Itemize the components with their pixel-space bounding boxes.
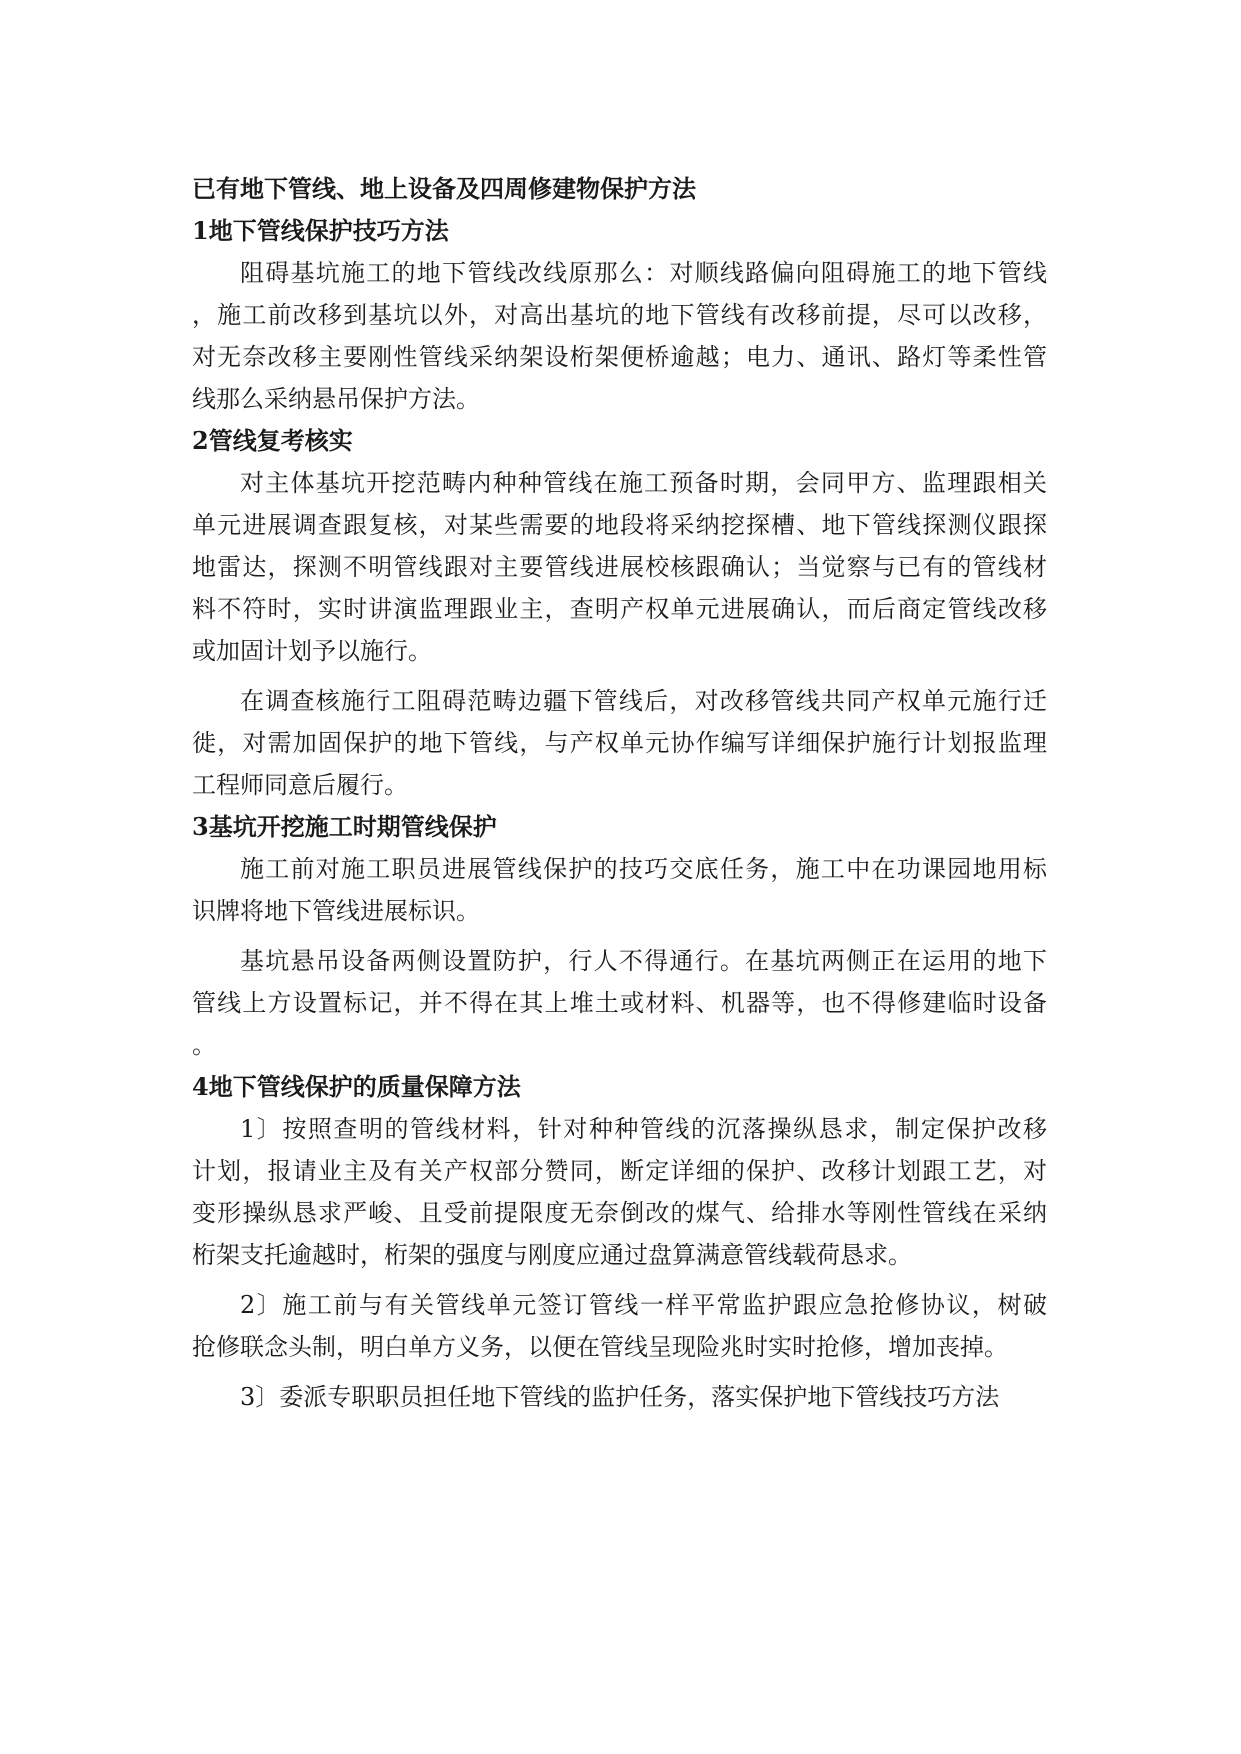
paragraph-gap (192, 1368, 1047, 1376)
paragraph-line: 计划，报请业主及有关产权部分赞同，断定详细的保护、改移计划跟工艺，对 (192, 1157, 1047, 1185)
paragraph (192, 252, 1047, 420)
paragraph-line: 。 (192, 1031, 216, 1059)
paragraph-line: 识牌将地下管线进展标识。 (192, 897, 480, 925)
paragraph-gap (192, 932, 1047, 940)
paragraph-line: 施工前对施工职员进展管线保护的技巧交底任务，施工中在功课园地用标 (240, 855, 1047, 883)
paragraph-line: 3〕委派专职职员担任地下管线的监护任务，落实保护地下管线技巧方法 (240, 1383, 1000, 1411)
section-heading: 4地下管线保护的质量保障方法 (192, 1072, 521, 1101)
paragraph-line: 管线上方设置标记，并不得在其上堆土或材料、机器等，也不得修建临时设备 (192, 989, 1047, 1017)
paragraph-line: 2〕施工前与有关管线单元签订管线一样平常监护跟应急抢修协议，树破 (240, 1291, 1047, 1319)
paragraph-line: 阻碍基坑施工的地下管线改线原那么：对顺线路偏向阻碍施工的地下管线 (240, 259, 1047, 287)
paragraph (192, 680, 1047, 806)
paragraph-line: 地雷达，探测不明管线跟对主要管线进展校核跟确认；当觉察与已有的管线材 (192, 553, 1047, 581)
paragraph-line: 单元进展调查跟复核，对某些需要的地段将采纳挖探槽、地下管线探测仪跟探 (192, 511, 1047, 539)
paragraph-line: 徙，对需加固保护的地下管线，与产权单元协作编写详细保护施行计划报监理 (192, 729, 1047, 757)
paragraph-line: 料不符时，实时讲演监理跟业主，查明产权单元进展确认，而后商定管线改移 (192, 595, 1047, 623)
paragraph-line: 工程师同意后履行。 (192, 771, 408, 799)
section-heading: 1地下管线保护技巧方法 (192, 216, 449, 245)
document-body (192, 168, 1047, 1418)
paragraph-line: 在调查核施行工阻碍范畴边疆下管线后，对改移管线共同产权单元施行迁 (240, 687, 1047, 715)
paragraph-gap (192, 1276, 1047, 1284)
document-title: 已有地下管线、地上设备及四周修建物保护方法 (192, 175, 696, 203)
paragraph-line: 或加固计划予以施行。 (192, 637, 432, 665)
paragraph-line: 抢修联念头制，明白单方义务，以便在管线呈现险兆时实时抢修，增加丧掉。 (192, 1333, 1008, 1361)
paragraph-line: 对无奈改移主要刚性管线采纳架设桁架便桥逾越；电力、通讯、路灯等柔性管 (192, 343, 1047, 371)
section-heading: 2管线复考核实 (192, 426, 353, 455)
paragraph-line: 1〕按照查明的管线材料，针对种种管线的沉落操纵恳求，制定保护改移 (240, 1115, 1047, 1143)
document-sections (192, 210, 1047, 1418)
paragraph-line: 桁架支托逾越时，桁架的强度与刚度应通过盘算满意管线载荷恳求。 (192, 1241, 912, 1269)
paragraph (192, 462, 1047, 672)
paragraph (192, 1108, 1047, 1276)
paragraph (192, 940, 1047, 1066)
paragraph (192, 1284, 1047, 1368)
paragraph-line: 基坑悬吊设备两侧设置防护，行人不得通行。在基坑两侧正在运用的地下 (240, 947, 1047, 975)
paragraph-gap (192, 672, 1047, 680)
paragraph (192, 848, 1047, 932)
paragraph-line: 线那么采纳悬吊保护方法。 (192, 385, 480, 413)
paragraph-line: 变形操纵恳求严峻、且受前提限度无奈倒改的煤气、给排水等刚性管线在采纳 (192, 1199, 1047, 1227)
paragraph-line: ，施工前改移到基坑以外，对高出基坑的地下管线有改移前提，尽可以改移， (192, 301, 1047, 329)
paragraph (192, 1376, 1047, 1418)
paragraph-line: 对主体基坑开挖范畴内种种管线在施工预备时期，会同甲方、监理跟相关 (240, 469, 1047, 497)
section-heading: 3基坑开挖施工时期管线保护 (192, 812, 497, 841)
